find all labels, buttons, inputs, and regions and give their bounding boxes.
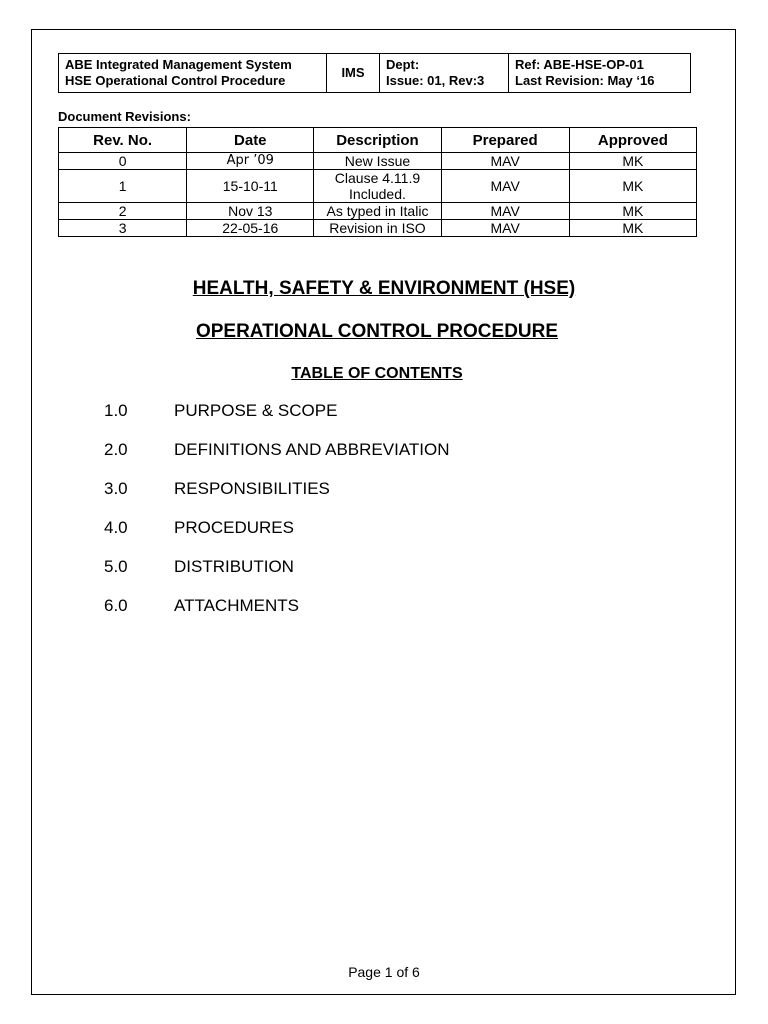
toc-item — [104, 557, 450, 596]
revisions-title: Document Revisions: — [58, 109, 191, 124]
document-subtitle: OPERATIONAL CONTROL PROCEDURE — [195, 321, 559, 342]
document-header — [58, 53, 691, 93]
table-cell: 3 — [59, 220, 187, 237]
table-cell: New Issue — [314, 153, 441, 170]
table-cell: 2 — [59, 203, 187, 220]
table-cell: MAV — [441, 170, 569, 203]
procedure-name: HSE Operational Control Procedure — [65, 73, 286, 88]
issue-label: Issue: 01, Rev:3 — [386, 73, 485, 88]
table-cell: 22-05-16 — [187, 220, 314, 237]
toc-number: 2.0 — [104, 440, 128, 459]
ref-cell — [509, 54, 691, 93]
toc-label: PURPOSE & SCOPE — [174, 401, 338, 420]
table-cell: MK — [569, 203, 696, 220]
toc-number: 4.0 — [104, 518, 128, 537]
toc-number: 1.0 — [104, 401, 128, 420]
table-row — [59, 153, 697, 170]
table-cell: Clause 4.11.9 Included. — [314, 170, 441, 203]
column-header: Prepared — [441, 128, 569, 153]
ref-label: Ref: ABE-HSE-OP-01 — [515, 57, 644, 72]
toc-label: DEFINITIONS AND ABBREVIATION — [174, 440, 450, 459]
toc-heading: TABLE OF CONTENTS — [291, 365, 463, 382]
system-cell — [59, 54, 327, 93]
table-cell: MAV — [441, 153, 569, 170]
dept-cell — [380, 54, 509, 93]
table-row — [59, 220, 697, 237]
table-cell: 15-10-11 — [187, 170, 314, 203]
table-cell: 0 — [59, 153, 187, 170]
last-revision-label: Last Revision: May ‘16 — [515, 73, 655, 88]
table-cell: Apr ’09 — [187, 153, 314, 170]
table-of-contents — [104, 401, 450, 635]
table-cell: MK — [569, 153, 696, 170]
column-header: Rev. No. — [59, 128, 187, 153]
toc-label: RESPONSIBILITIES — [174, 479, 330, 498]
revisions-table — [58, 127, 697, 237]
ims-cell: IMS — [327, 54, 380, 93]
table-cell: Revision in ISO — [314, 220, 441, 237]
toc-item — [104, 440, 450, 479]
toc-label: DISTRIBUTION — [174, 557, 294, 576]
toc-item — [104, 596, 450, 635]
toc-label: PROCEDURES — [174, 518, 294, 537]
system-name: ABE Integrated Management System — [65, 57, 292, 72]
column-header: Date — [187, 128, 314, 153]
toc-item — [104, 479, 450, 518]
toc-number: 3.0 — [104, 479, 128, 498]
revisions-header-row — [59, 128, 697, 153]
table-row — [59, 203, 697, 220]
table-row — [59, 170, 697, 203]
table-cell: 1 — [59, 170, 187, 203]
toc-label: ATTACHMENTS — [174, 596, 299, 615]
table-cell: MAV — [441, 220, 569, 237]
toc-item — [104, 401, 450, 440]
toc-item — [104, 518, 450, 557]
column-header: Description — [314, 128, 441, 153]
column-header: Approved — [569, 128, 696, 153]
dept-label: Dept: — [386, 57, 420, 72]
toc-number: 5.0 — [104, 557, 128, 576]
table-cell: MK — [569, 170, 696, 203]
table-cell: MK — [569, 220, 696, 237]
table-cell: MAV — [441, 203, 569, 220]
table-cell: As typed in Italic — [314, 203, 441, 220]
page-number: Page 1 of 6 — [348, 964, 420, 980]
table-cell: Nov 13 — [187, 203, 314, 220]
toc-number: 6.0 — [104, 596, 128, 615]
document-title: HEALTH, SAFETY & ENVIRONMENT (HSE) — [192, 278, 576, 299]
